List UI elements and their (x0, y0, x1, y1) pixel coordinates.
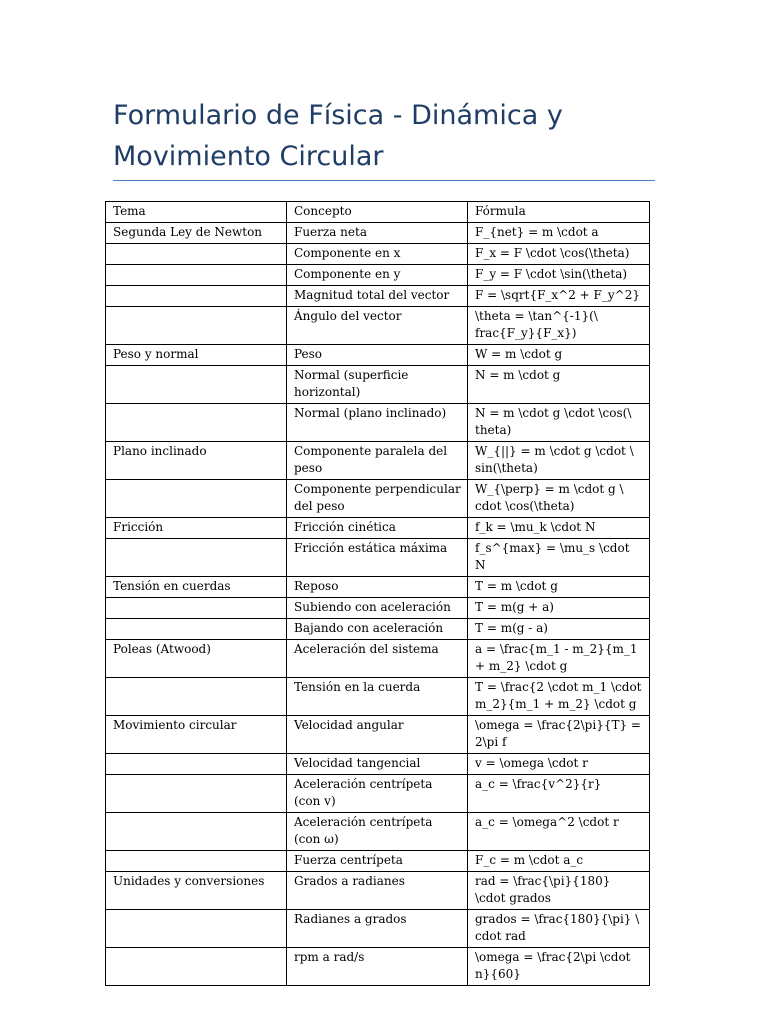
table-row (106, 577, 650, 598)
cell-concepto: Fuerza centrípeta (287, 851, 468, 872)
cell-tema (106, 851, 287, 872)
cell-tema (106, 775, 287, 813)
table-row (106, 716, 650, 754)
cell-formula: N = m \cdot g \cdot \cos(\ theta) (468, 404, 650, 442)
table-row (106, 480, 650, 518)
table-row (106, 223, 650, 244)
cell-formula: f_k = \mu_k \cdot N (468, 518, 650, 539)
cell-concepto: Fricción cinética (287, 518, 468, 539)
cell-concepto: Radianes a grados (287, 910, 468, 948)
cell-concepto: Subiendo con aceleración (287, 598, 468, 619)
cell-formula: W_{\perp} = m \cdot g \ cdot \cos(\theta) (468, 480, 650, 518)
cell-concepto: Grados a radianes (287, 872, 468, 910)
table-body (106, 223, 650, 986)
cell-tema (106, 480, 287, 518)
table-row (106, 307, 650, 345)
cell-formula: a_c = \frac{v^2}{r} (468, 775, 650, 813)
cell-formula: grados = \frac{180}{\pi} \ cdot rad (468, 910, 650, 948)
cell-formula: \omega = \frac{2\pi \cdot n}{60} (468, 948, 650, 986)
cell-tema (106, 244, 287, 265)
document-title: Formulario de Física - Dinámica y Movimiento Circular (113, 100, 563, 172)
cell-concepto: Bajando con aceleración (287, 619, 468, 640)
cell-formula: \theta = \tan^{-1}(\ frac{F_y}{F_x}) (468, 307, 650, 345)
table-row (106, 754, 650, 775)
table-row (106, 851, 650, 872)
cell-tema (106, 307, 287, 345)
cell-formula: F = \sqrt{F_x^2 + F_y^2} (468, 286, 650, 307)
cell-tema (106, 404, 287, 442)
table-row (106, 442, 650, 480)
cell-concepto: Fricción estática máxima (287, 539, 468, 577)
table-row (106, 910, 650, 948)
table-row (106, 640, 650, 678)
table-row (106, 678, 650, 716)
cell-tema: Segunda Ley de Newton (106, 223, 287, 244)
cell-concepto: Normal (superficie horizontal) (287, 366, 468, 404)
table-row (106, 265, 650, 286)
cell-formula: F_c = m \cdot a_c (468, 851, 650, 872)
table-row (106, 813, 650, 851)
cell-formula: F_x = F \cdot \cos(\theta) (468, 244, 650, 265)
table-row (106, 948, 650, 986)
cell-tema (106, 265, 287, 286)
cell-tema: Poleas (Atwood) (106, 640, 287, 678)
cell-concepto: Normal (plano inclinado) (287, 404, 468, 442)
cell-concepto: Fuerza neta (287, 223, 468, 244)
cell-formula: \omega = \frac{2\pi}{T} = 2\pi f (468, 716, 650, 754)
cell-formula: v = \omega \cdot r (468, 754, 650, 775)
cell-formula: F_y = F \cdot \sin(\theta) (468, 265, 650, 286)
cell-formula: N = m \cdot g (468, 366, 650, 404)
title-underline (113, 180, 655, 181)
table-row (106, 598, 650, 619)
cell-tema (106, 286, 287, 307)
cell-formula: T = m \cdot g (468, 577, 650, 598)
formula-table (105, 201, 650, 986)
table-header-row (106, 202, 650, 223)
cell-concepto: Ángulo del vector (287, 307, 468, 345)
cell-tema (106, 910, 287, 948)
cell-tema (106, 754, 287, 775)
cell-tema (106, 539, 287, 577)
cell-tema: Plano inclinado (106, 442, 287, 480)
cell-concepto: Componente en x (287, 244, 468, 265)
table-row (106, 619, 650, 640)
cell-concepto: Componente en y (287, 265, 468, 286)
table-row (106, 286, 650, 307)
table-row (106, 345, 650, 366)
cell-formula: W = m \cdot g (468, 345, 650, 366)
cell-formula: f_s^{max} = \mu_s \cdot N (468, 539, 650, 577)
cell-formula: T = m(g - a) (468, 619, 650, 640)
cell-tema (106, 598, 287, 619)
cell-formula: T = \frac{2 \cdot m_1 \cdot m_2}{m_1 + m_2} \cdot g (468, 678, 650, 716)
cell-tema (106, 813, 287, 851)
header-tema: Tema (106, 202, 287, 223)
cell-tema (106, 678, 287, 716)
cell-concepto: Componente perpendicular del peso (287, 480, 468, 518)
cell-formula: W_{||} = m \cdot g \cdot \ sin(\theta) (468, 442, 650, 480)
cell-formula: a_c = \omega^2 \cdot r (468, 813, 650, 851)
cell-concepto: Reposo (287, 577, 468, 598)
cell-tema: Movimiento circular (106, 716, 287, 754)
cell-tema (106, 619, 287, 640)
cell-formula: F_{net} = m \cdot a (468, 223, 650, 244)
cell-formula: T = m(g + a) (468, 598, 650, 619)
cell-tema: Tensión en cuerdas (106, 577, 287, 598)
cell-concepto: Aceleración del sistema (287, 640, 468, 678)
header-formula: Fórmula (468, 202, 650, 223)
cell-concepto: Aceleración centrípeta (con ω) (287, 813, 468, 851)
table-row (106, 404, 650, 442)
cell-concepto: Tensión en la cuerda (287, 678, 468, 716)
table-row (106, 366, 650, 404)
header-concepto: Concepto (287, 202, 468, 223)
cell-formula: a = \frac{m_1 - m_2}{m_1 + m_2} \cdot g (468, 640, 650, 678)
cell-concepto: Velocidad angular (287, 716, 468, 754)
cell-tema: Fricción (106, 518, 287, 539)
cell-tema: Unidades y conversiones (106, 872, 287, 910)
cell-formula: rad = \frac{\pi}{180} \cdot grados (468, 872, 650, 910)
cell-tema (106, 366, 287, 404)
table-row (106, 518, 650, 539)
table-row (106, 539, 650, 577)
table-row (106, 244, 650, 265)
cell-tema: Peso y normal (106, 345, 287, 366)
table-row (106, 872, 650, 910)
cell-concepto: Componente paralela del peso (287, 442, 468, 480)
cell-concepto: Peso (287, 345, 468, 366)
cell-concepto: Magnitud total del vector (287, 286, 468, 307)
cell-concepto: rpm a rad/s (287, 948, 468, 986)
cell-concepto: Velocidad tangencial (287, 754, 468, 775)
cell-concepto: Aceleración centrípeta (con v) (287, 775, 468, 813)
cell-tema (106, 948, 287, 986)
table-row (106, 775, 650, 813)
